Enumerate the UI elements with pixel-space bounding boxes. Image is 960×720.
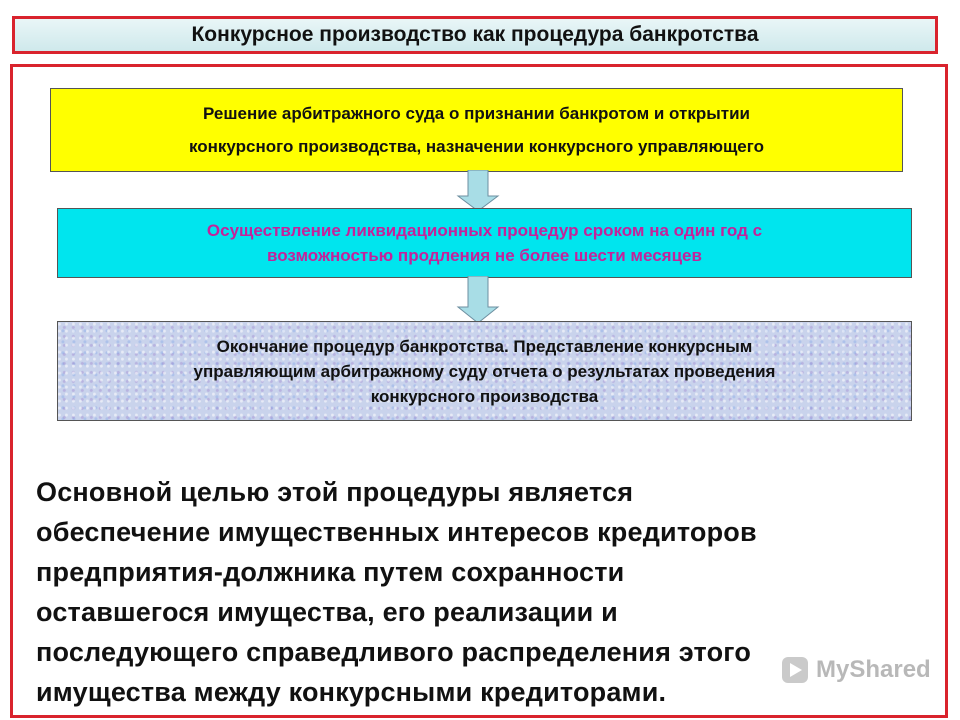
paragraph-line: имущества между конкурсными кредиторами. [36,677,667,707]
myshared-logo-icon [780,655,810,685]
paragraph-line: предприятия-должника путем сохранности [36,557,625,587]
step-1-line-1: Решение арбитражного суда о признании банкротом и открытии [203,104,750,123]
step-3-line-3: конкурсного производства [370,386,599,406]
paragraph-line: оставшегося имущества, его реализации и [36,597,618,627]
step-box-court-decision [50,88,903,172]
step-box-liquidation [57,208,912,278]
step-2-line-2: возможностью продления не более шести месяцев [267,246,702,265]
slide-title [12,16,938,54]
step-3-line-1: Окончание процедур банкротства. Представление конкурсным [216,336,753,356]
slide-title-text: Конкурсное производство как процедура банкротства [191,23,759,46]
step-3-line-2: управляющим арбитражному суду отчета о результатах проведения [193,361,776,381]
down-arrow-icon [456,170,500,212]
paragraph-line: Основной целью этой процедуры является [36,477,634,507]
paragraph-line: обеспечение имущественных интересов кредиторов [36,517,757,547]
down-arrow-icon [456,276,500,324]
step-2-line-1: Осуществление ликвидационных процедур сроком на один год с [206,221,763,240]
watermark [780,655,931,685]
paragraph-line: последующего справедливого распределения этого [36,637,752,667]
step-1-line-2: конкурсного производства, назначении конкурсного управляющего [188,137,765,156]
step-box-completion [57,321,912,421]
watermark-text: MyShared [816,656,931,683]
